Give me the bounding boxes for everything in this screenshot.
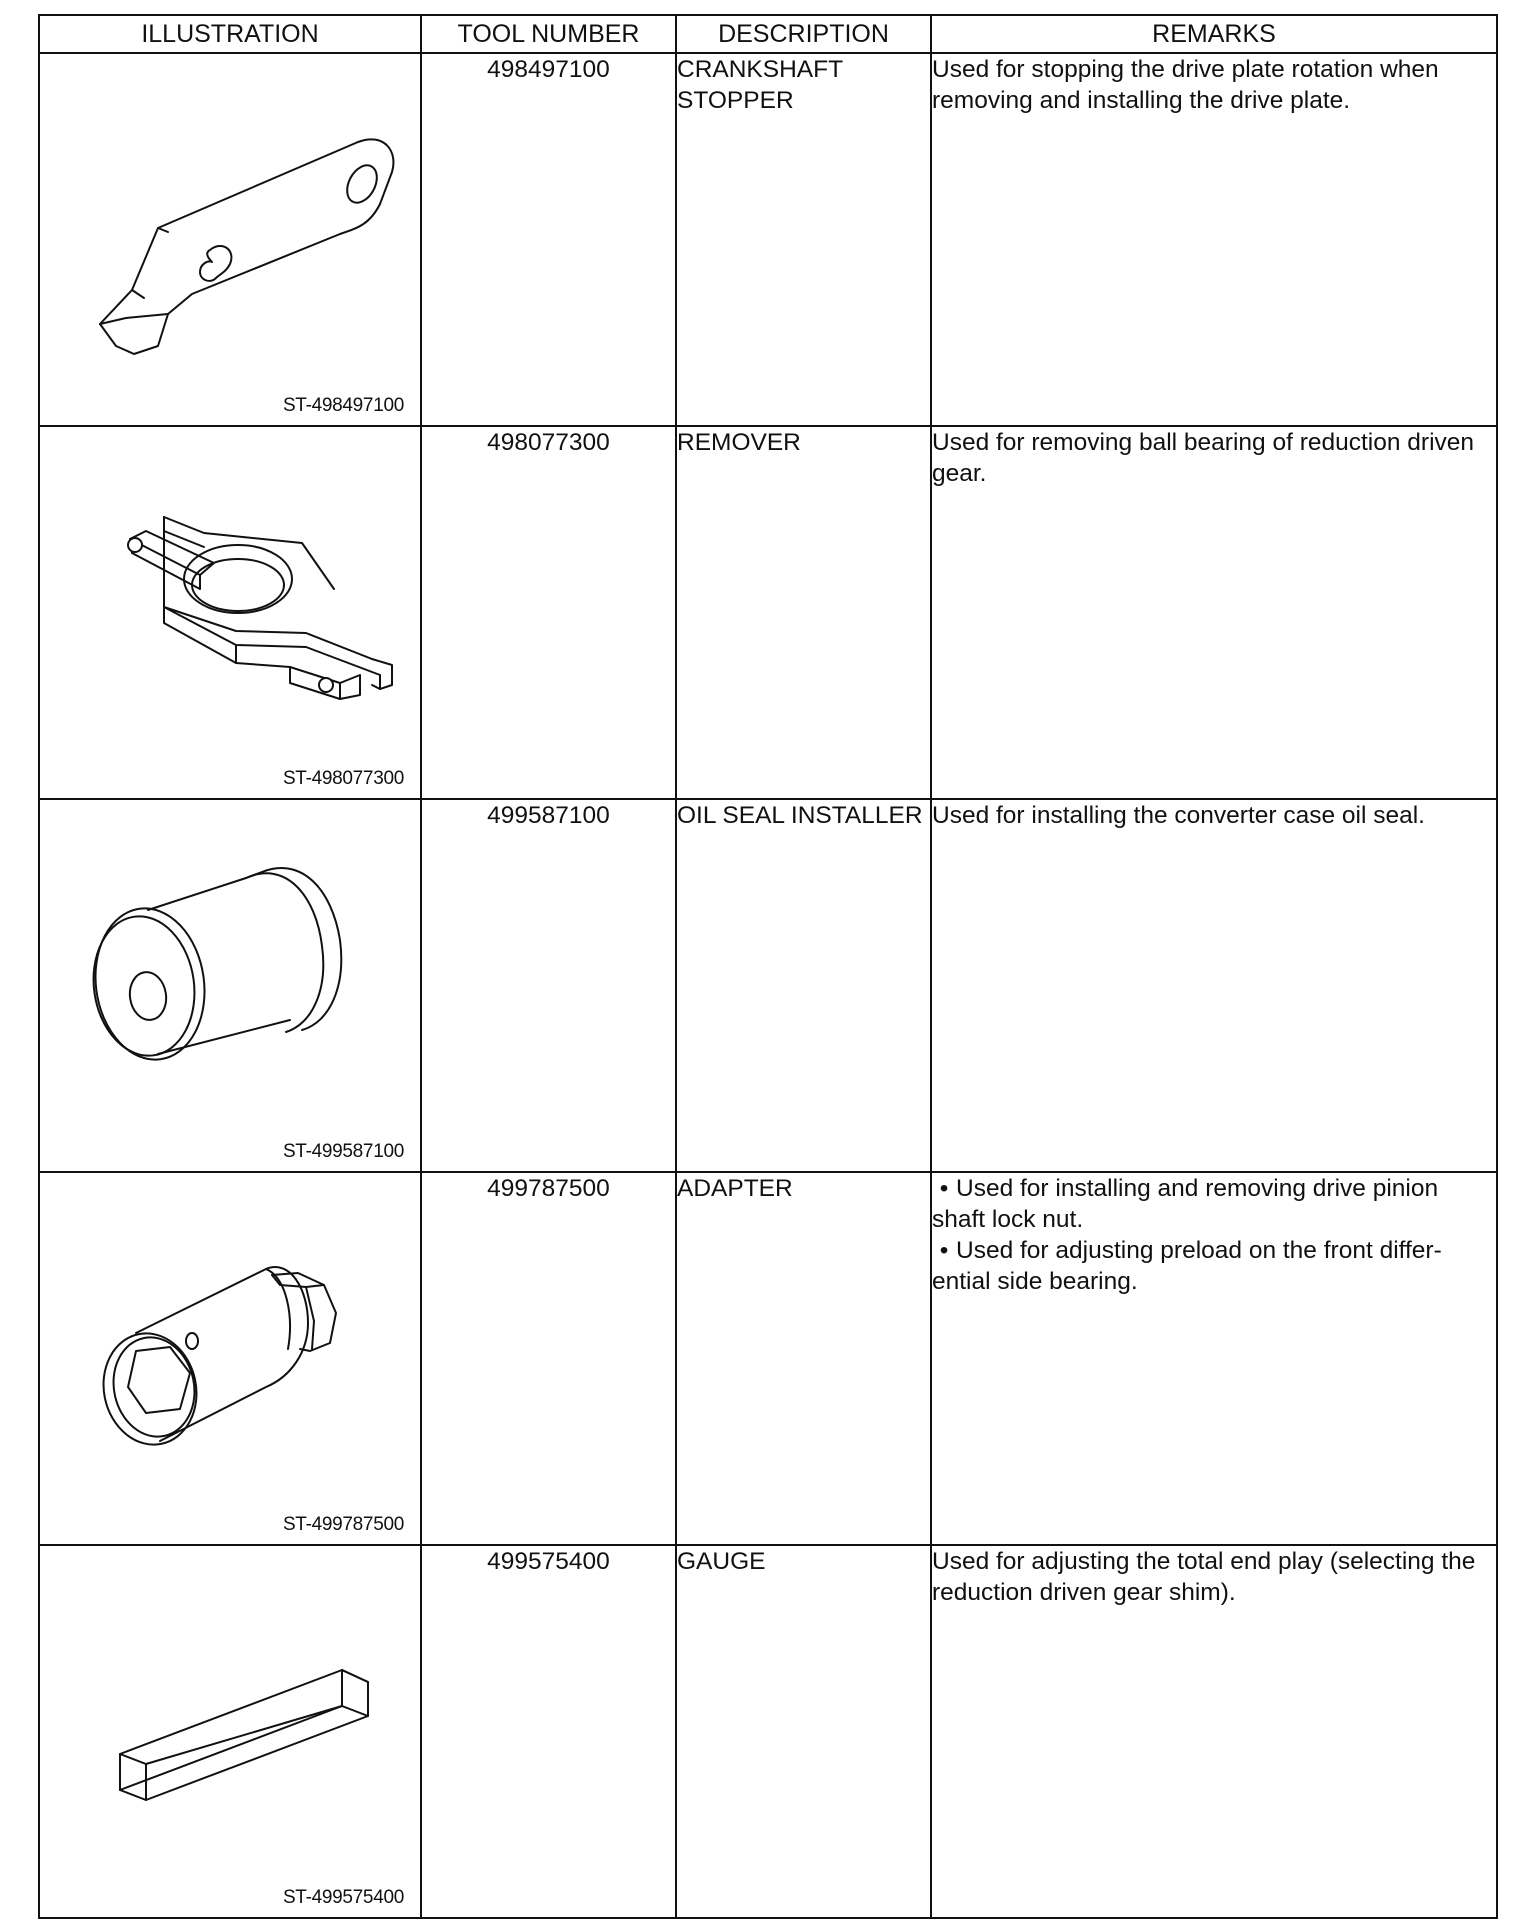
illustration-cell [39, 53, 421, 426]
table-row [39, 799, 1497, 1172]
illustration-cell [39, 426, 421, 799]
header-tool-number: TOOL NUMBER [421, 15, 676, 53]
header-illustration: ILLUSTRATION [39, 15, 421, 53]
special-tools-table [38, 14, 1498, 1919]
gauge-icon [40, 1546, 422, 1917]
bullet-icon: • [939, 1175, 949, 1202]
illustration-cell [39, 799, 421, 1172]
tool-number-cell: 499787500 [421, 1172, 676, 1545]
tool-number-cell: 498497100 [421, 53, 676, 426]
remarks-cell [931, 1172, 1497, 1545]
illustration-label: ST-498497100 [282, 395, 404, 416]
remarks-cell: Used for stopping the drive plate rotation when removing and installing the drive plate. [931, 53, 1497, 426]
tool-number-cell: 498077300 [421, 426, 676, 799]
description-cell: OIL SEAL INSTALLER [676, 799, 931, 1172]
illustration-cell [39, 1172, 421, 1545]
description-cell: REMOVER [676, 426, 931, 799]
table-row [39, 1172, 1497, 1545]
header-remarks: REMARKS [931, 15, 1497, 53]
tool-number-cell: 499587100 [421, 799, 676, 1172]
description-cell: GAUGE [676, 1545, 931, 1918]
illustration-label: ST-498077300 [282, 768, 404, 789]
crankshaft-stopper-icon [40, 54, 422, 425]
table-row [39, 426, 1497, 799]
oil-seal-installer-icon [40, 800, 422, 1171]
table-row [39, 1545, 1497, 1918]
remarks-cell: Used for installing the converter case oil seal. [931, 799, 1497, 1172]
remarks-cell: Used for removing ball bearing of reduction driven gear. [931, 426, 1497, 799]
description-cell: ADAPTER [676, 1172, 931, 1545]
illustration-cell [39, 1545, 421, 1918]
remarks-bullet: • Used for installing and removing drive pinion shaft lock nut. [932, 1175, 1439, 1233]
description-cell: CRANKSHAFT STOPPER [676, 53, 931, 426]
remarks-bullet: • Used for adjusting preload on the front differ-ential side bearing. [932, 1237, 1442, 1295]
remarks-cell: Used for adjusting the total end play (selecting the reduction driven gear shim). [931, 1545, 1497, 1918]
illustration-label: ST-499575400 [282, 1887, 404, 1908]
remover-icon [40, 427, 422, 798]
adapter-icon [40, 1173, 422, 1544]
illustration-label: ST-499587100 [282, 1141, 404, 1162]
table-row [39, 53, 1497, 426]
header-description: DESCRIPTION [676, 15, 931, 53]
table-header-row [39, 15, 1497, 53]
tool-number-cell: 499575400 [421, 1545, 676, 1918]
illustration-label: ST-499787500 [282, 1514, 404, 1535]
bullet-icon: • [939, 1237, 949, 1264]
